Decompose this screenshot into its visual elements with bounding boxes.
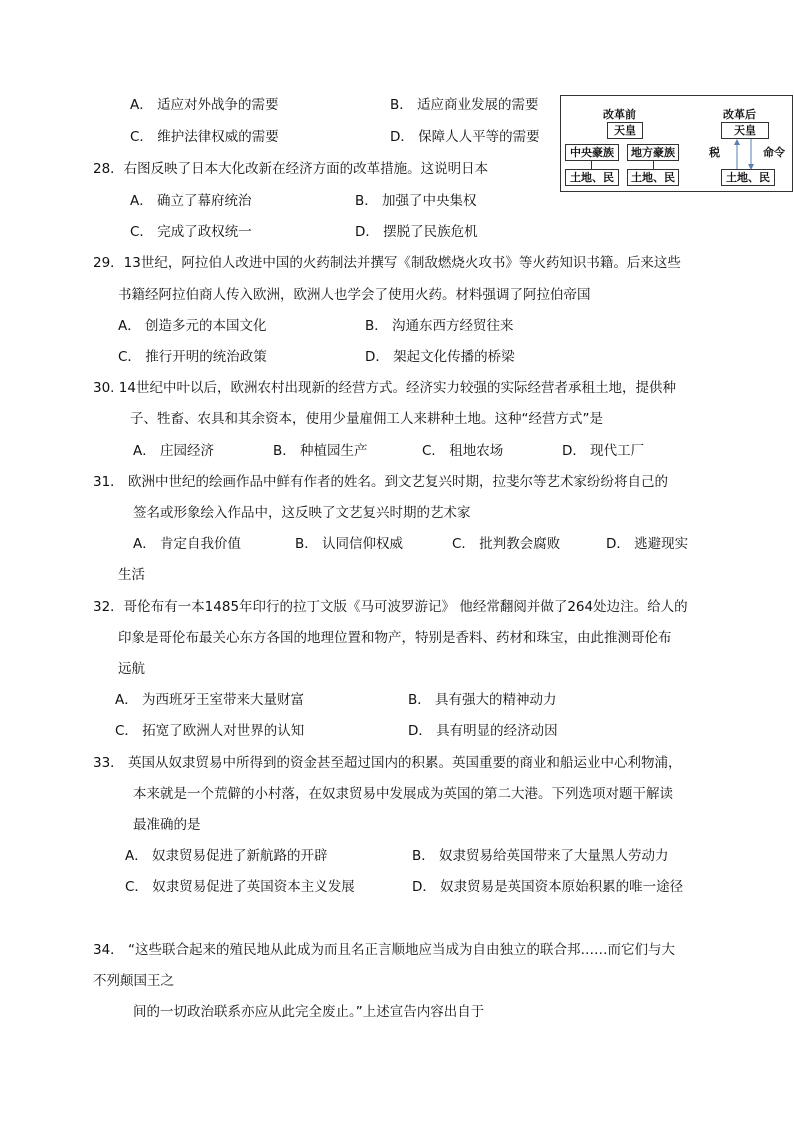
- before-reform-title: 改革前: [603, 108, 636, 121]
- q34-stem-line2: 不列颠国王之: [93, 973, 174, 989]
- q28-option-a: A． 确立了幕府统治: [130, 193, 252, 209]
- q31-option-d: D． 逃避现实: [606, 536, 689, 552]
- q29-stem-line1: 29．13世纪，阿拉伯人改进中国的火药制法并撰写《制敌燃烧火攻书》等火药知识书籍。后来这些: [93, 255, 681, 271]
- q33-stem-line3: 最准确的是: [133, 817, 201, 833]
- q33-option-c: C． 奴隶贸易促进了英国资本主义发展: [125, 879, 355, 895]
- emperor-box-before: 天皇: [607, 122, 643, 139]
- q30-stem-line2: 子、牲畜、农具和其余资本，使用少量雇佣工人来耕种土地。这种“经营方式”是: [130, 411, 603, 427]
- after-reform-title: 改革后: [723, 108, 756, 121]
- q33-option-a: A． 奴隶贸易促进了新航路的开辟: [125, 848, 328, 864]
- q27-option-c: C． 维护法律权威的需要: [130, 129, 279, 145]
- q27-option-a: A． 适应对外战争的需要: [130, 97, 279, 113]
- q29-stem-line2: 书籍经阿拉伯商人传入欧洲，欧洲人也学会了使用火药。材料强调了阿拉伯帝国: [118, 287, 591, 303]
- q31-option-a: A． 肯定自我价值: [133, 536, 242, 552]
- q29-option-d: D． 架起文化传播的桥梁: [365, 349, 515, 365]
- q27-option-b: B． 适应商业发展的需要: [390, 97, 539, 113]
- q28-option-d: D． 摆脱了民族危机: [355, 224, 478, 240]
- q30-option-a: A． 庄园经济: [133, 443, 215, 459]
- land-people-box-2: 土地、民: [627, 169, 679, 186]
- q28-stem: 28．右图反映了日本大化改新在经济方面的改革措施。这说明日本: [93, 161, 489, 177]
- q32-option-b: B． 具有强大的精神动力: [408, 692, 557, 708]
- land-people-box-1: 土地、民: [565, 169, 619, 186]
- q34-stem-line3: 间的一切政治联系亦应从此完全废止。”上述宣告内容出自于: [133, 1004, 485, 1020]
- q30-option-d: D． 现代工厂: [562, 443, 645, 459]
- q29-option-b: B． 沟通东西方经贸往来: [365, 318, 514, 334]
- local-clan-box: 地方豪族: [627, 144, 679, 161]
- order-label: 命令: [763, 146, 785, 159]
- q32-stem-line2: 印象是哥伦布最关心东方各国的地理位置和物产，特别是香料、药材和珠宝，由此推测哥伦布: [118, 630, 672, 646]
- q34-stem-line1: 34． “这些联合起来的殖民地从此成为而且名正言顺地应当成为自由独立的联合邦……而它们与大: [93, 942, 675, 958]
- taika-reform-diagram: [560, 95, 793, 192]
- tax-order-arrows: [729, 139, 759, 171]
- q30-stem-line1: 30. 14世纪中叶以后，欧洲农村出现新的经营方式。经济实力较强的实际经营者承租土地，提供种: [93, 380, 676, 396]
- q28-option-b: B． 加强了中央集权: [355, 193, 477, 209]
- connector-line: [591, 161, 592, 169]
- q28-option-c: C． 完成了政权统一: [130, 224, 252, 240]
- q32-stem-line3: 远航: [118, 661, 145, 677]
- tax-label: 税: [709, 146, 720, 159]
- connector-line: [653, 161, 654, 169]
- q32-option-a: A． 为西班牙王室带来大量财富: [115, 692, 305, 708]
- q33-option-d: D． 奴隶贸易是英国资本原始积累的唯一途径: [412, 879, 684, 895]
- q31-stem-line1: 31． 欧洲中世纪的绘画作品中鲜有作者的姓名。到文艺复兴时期，拉斐尔等艺术家纷纷将自己的: [93, 474, 668, 490]
- q29-option-c: C． 推行开明的统治政策: [118, 349, 267, 365]
- q32-option-c: C． 拓宽了欧洲人对世界的认知: [115, 723, 305, 739]
- central-clan-box: 中央豪族: [565, 144, 619, 161]
- q31-option-c: C． 批判教会腐败: [452, 536, 561, 552]
- q33-stem-line2: 本来就是一个荒僻的小村落，在奴隶贸易中发展成为英国的第二大港。下列选项对题干解读: [133, 786, 673, 802]
- land-people-box-3: 土地、民: [721, 169, 775, 186]
- q29-option-a: A． 创造多元的本国文化: [118, 318, 267, 334]
- q30-option-c: C． 租地农场: [422, 443, 504, 459]
- q31-option-b: B． 认同信仰权威: [295, 536, 404, 552]
- q32-stem-line1: 32．哥伦布有一本1485年印行的拉丁文版《马可波罗游记》 他经常翻阅并做了264处边注。给人的: [93, 599, 688, 615]
- q33-stem-line1: 33． 英国从奴隶贸易中所得到的资金甚至超过国内的积累。英国重要的商业和船运业中心利物浦，: [93, 755, 682, 771]
- q31-stem-line2: 签名或形象绘入作品中，这反映了文艺复兴时期的艺术家: [133, 505, 471, 521]
- q30-option-b: B． 种植园生产: [273, 443, 368, 459]
- emperor-box-after: 天皇: [721, 122, 769, 139]
- q32-option-d: D． 具有明显的经济动因: [408, 723, 558, 739]
- q33-option-b: B． 奴隶贸易给英国带来了大量黑人劳动力: [412, 848, 669, 864]
- q27-option-d: D． 保障人人平等的需要: [390, 129, 540, 145]
- q31-option-d-continued: 生活: [118, 567, 145, 583]
